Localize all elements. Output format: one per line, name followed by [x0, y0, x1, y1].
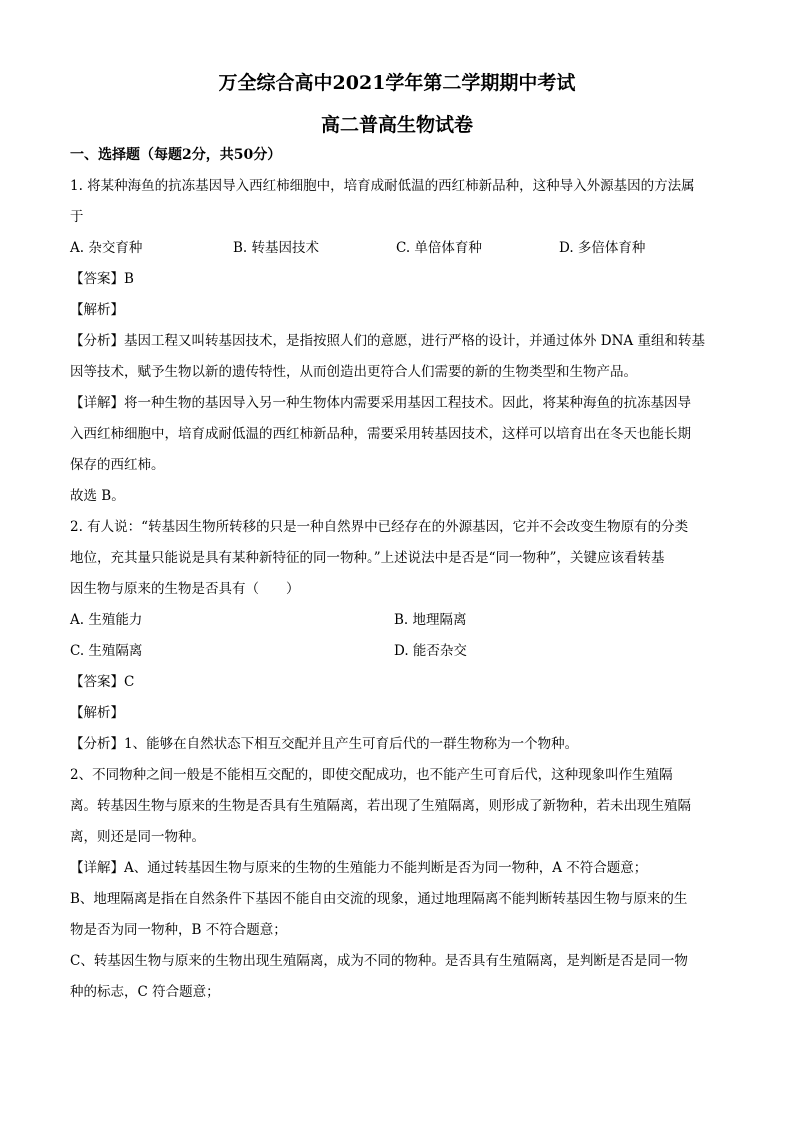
q2-xiangjie-line-5: 种的标志，C 符合题意； [70, 984, 220, 1000]
q1-answer: 【答案】B [70, 271, 134, 287]
q1-analysis-heading: 【解析】 [70, 302, 124, 318]
q2-stem-line-2: 地位，充其量只能说是具有某种新特征的同一物种。”上述说法中是否是“同一物种”，关键应该看转基 [70, 550, 665, 566]
section-heading: 一、选择题（每题2分，共50分） [70, 147, 282, 163]
q2-answer: 【答案】C [70, 674, 135, 690]
q2-stem-line-1: 2. 有人说：“转基因生物所转移的只是一种自然界中已经存在的外源基因，它并不会改变生物原有的分类 [70, 519, 689, 535]
q1-fenxi-line-2: 因等技术，赋予生物以新的遗传特性，从而创造出更符合人们需要的新的生物类型和生物产品。 [70, 364, 637, 380]
q2-options-row-2 [70, 636, 724, 667]
q2-options-row-1 [70, 605, 724, 636]
q1-stem-line-2: 于 [70, 209, 84, 225]
question-1 [70, 171, 724, 512]
q1-xiangjie-line-1: 【详解】将一种生物的基因导入另一种生物体内需要采用基因工程技术。因此，将某种海鱼的抗冻基因导 [70, 395, 691, 411]
q2-fenxi-line-4: 离，则还是同一物种。 [70, 829, 205, 845]
q2-xiangjie-line-3: 物是否为同一物种，B 不符合题意； [70, 922, 287, 938]
q2-option-c: C. 生殖隔离 [70, 643, 143, 659]
q1-options [70, 233, 724, 264]
q2-fenxi-line-1: 【分析】1、能够在自然状态下相互交配并且产生可育后代的一群生物称为一个物种。 [70, 736, 579, 752]
q2-option-b: B. 地理隔离 [394, 612, 467, 628]
q2-stem-line-3: 因生物与原来的生物是否具有（ ） [70, 581, 300, 597]
q1-option-a: A. 杂交育种 [70, 240, 143, 256]
q2-option-a: A. 生殖能力 [70, 612, 143, 628]
q2-analysis-heading: 【解析】 [70, 705, 124, 721]
q1-xiangjie-line-3: 保存的西红柿。 [70, 457, 165, 473]
q1-option-c: C. 单倍体育种 [396, 240, 482, 256]
q1-fenxi-line-1: 【分析】基因工程又叫转基因技术，是指按照人们的意愿，进行严格的设计，并通过体外 DNA 重组和转基 [70, 333, 705, 349]
q2-xiangjie-line-2: B、地理隔离是指在自然条件下基因不能自由交流的现象，通过地理隔离不能判断转基因生物与原来的生 [70, 891, 688, 907]
q1-xiangjie-line-2: 入西红柿细胞中，培育成耐低温的西红柿新品种，需要采用转基因技术，这样可以培育出在冬天也能长期 [70, 426, 691, 442]
q1-option-b: B. 转基因技术 [233, 240, 320, 256]
q2-option-d: D. 能否杂交 [394, 643, 467, 659]
q1-option-d: D. 多倍体育种 [559, 240, 646, 256]
q2-xiangjie-line-4: C、转基因生物与原来的生物出现生殖隔离，成为不同的物种。是否具有生殖隔离，是判断是否是同一物 [70, 953, 688, 969]
q2-xiangjie-line-1: 【详解】A、通过转基因生物与原来的生物的生殖能力不能判断是否为同一物种，A 不符合题意； [70, 860, 648, 876]
q2-fenxi-line-2: 2、不同物种之间一般是不能相互交配的，即使交配成功，也不能产生可育后代，这种现象叫作生殖隔 [70, 767, 673, 783]
q2-fenxi-line-3: 离。转基因生物与原来的生物是否具有生殖隔离，若出现了生殖隔离，则形成了新物种，若未出现生殖隔 [70, 798, 691, 814]
question-2 [70, 512, 724, 1008]
exam-subtitle: 高二普高生物试卷 [320, 114, 473, 136]
exam-title: 万全综合高中2021学年第二学期期中考试 [218, 72, 576, 94]
q1-stem-line-1: 1. 将某种海鱼的抗冻基因导入西红柿细胞中，培育成耐低温的西红柿新品种，这种导入外源基因的方法属 [70, 178, 695, 194]
q1-conclusion: 故选 B。 [70, 488, 125, 504]
